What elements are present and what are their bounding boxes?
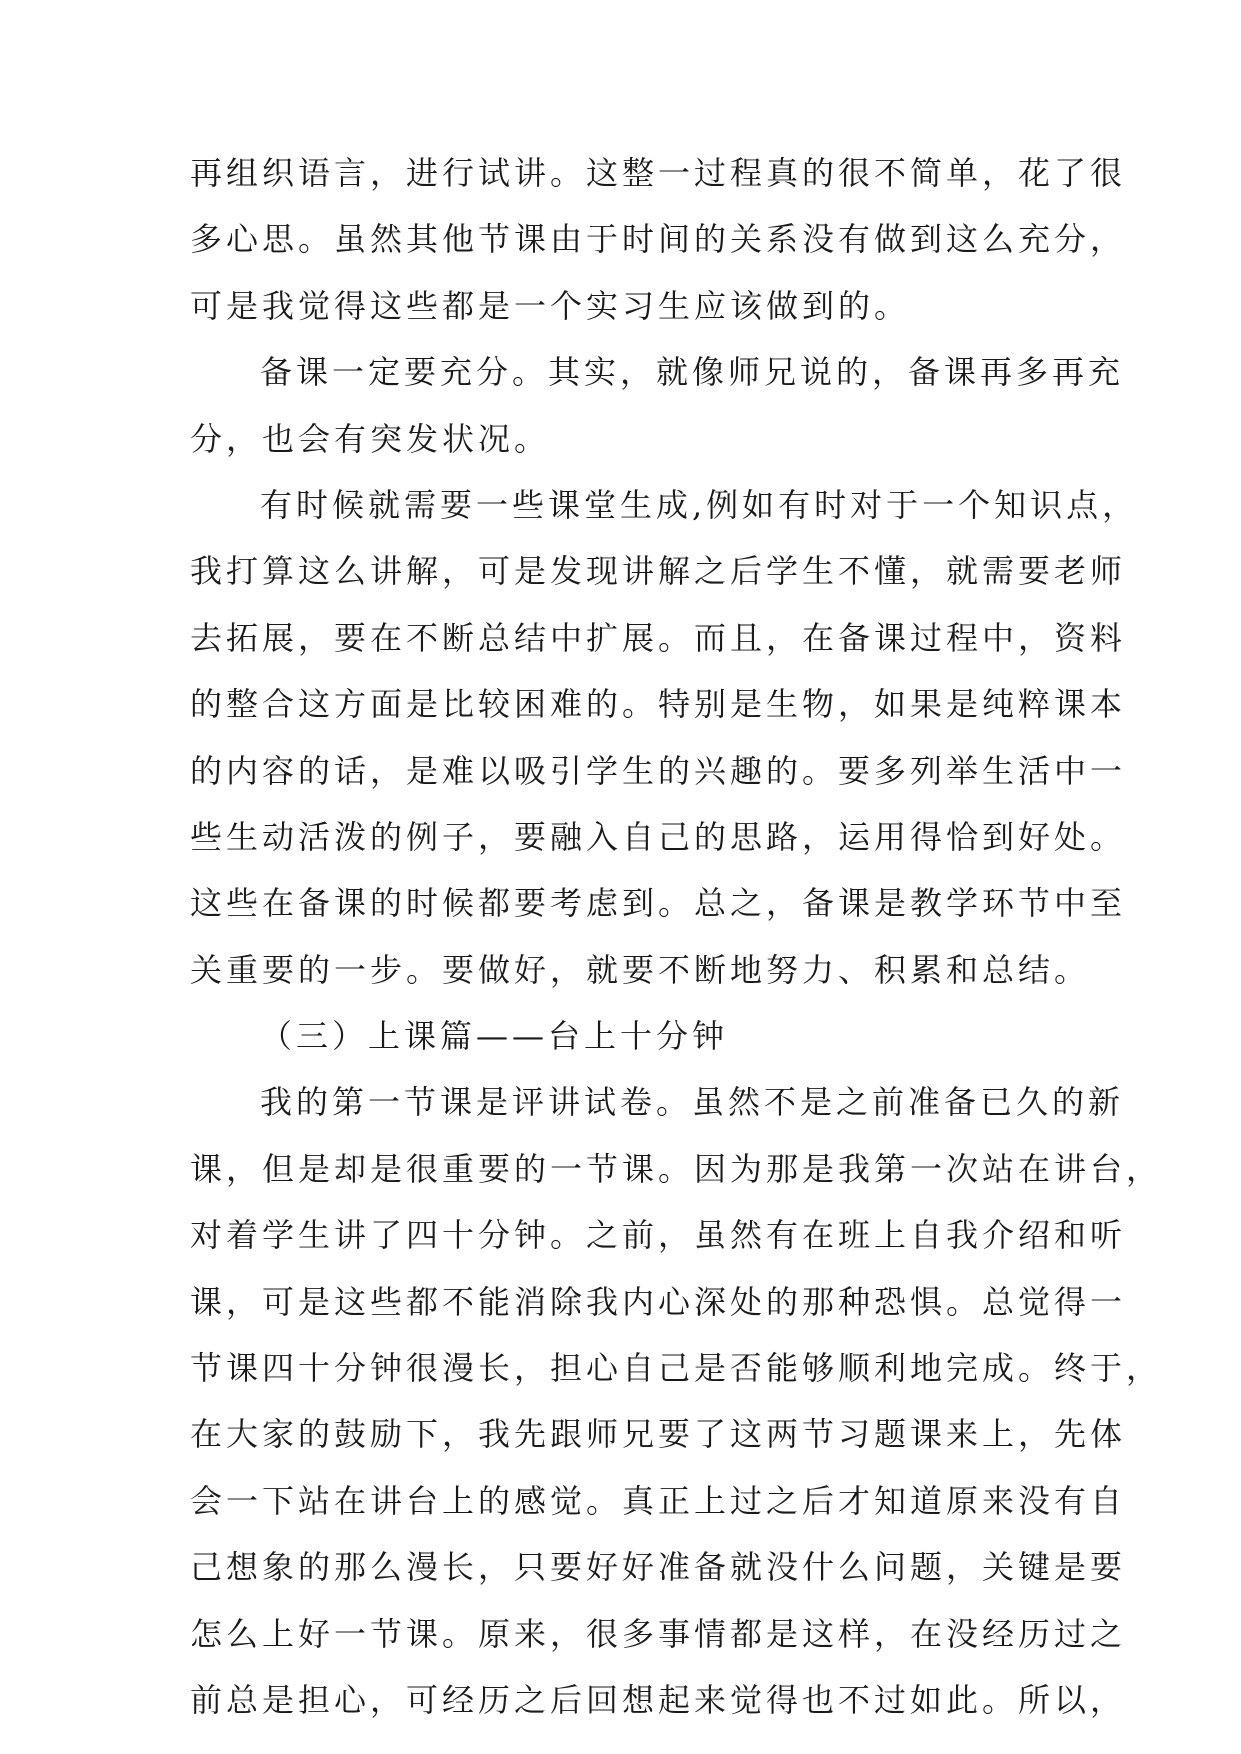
section-heading: （三）上课篇——台上十分钟	[260, 1017, 729, 1056]
text-line: 多心思。虽然其他节课由于时间的关系没有做到这么充分，	[190, 220, 1127, 259]
text-line: 节课四十分钟很漫长，担心自己是否能够顺利地完成。终于，	[190, 1349, 1163, 1388]
text-line: 备课一定要充分。其实，就像师兄说的，备课再多再充	[260, 353, 1125, 392]
text-line: 课，可是这些都不能消除我内心深处的那种恐惧。总觉得一	[190, 1282, 1127, 1321]
text-line: 这些在备课的时候都要考虑到。总之，备课是教学环节中至	[190, 884, 1127, 923]
text-line: 再组织语言，进行试讲。这整一过程真的很不简单，花了很	[190, 154, 1127, 192]
text-line: 些生动活泼的例子，要融入自己的思路，运用得恰到好处。	[190, 817, 1127, 856]
text-line: 在大家的鼓励下，我先跟师兄要了这两节习题课来上，先体	[190, 1415, 1127, 1454]
text-line: 关重要的一步。要做好，就要不断地努力、积累和总结。	[190, 950, 1091, 989]
text-line: 课，但是却是很重要的一节课。因为那是我第一次站在讲台，	[190, 1149, 1163, 1188]
text-line: 的内容的话，是难以吸引学生的兴趣的。要多列举生活中一	[190, 751, 1127, 790]
text-line: 可是我觉得这些都是一个实习生应该做到的。	[190, 286, 911, 325]
text-line: 对着学生讲了四十分钟。之前，虽然有在班上自我介绍和听	[190, 1216, 1127, 1255]
text-line: 的整合这方面是比较困难的。特别是生物，如果是纯粹课本	[190, 685, 1127, 724]
text-line: 己想象的那么漫长，只要好好准备就没什么问题，关键是要	[190, 1548, 1127, 1587]
text-line: 我打算这么讲解，可是发现讲解之后学生不懂，就需要老师	[190, 552, 1127, 591]
text-line: 会一下站在讲台上的感觉。真正上过之后才知道原来没有自	[190, 1481, 1127, 1520]
text-line: 分，也会有突发状况。	[190, 419, 551, 458]
document-body	[190, 153, 1163, 1746]
text-line: 怎么上好一节课。原来，很多事情都是这样，在没经历过之	[190, 1614, 1127, 1653]
text-line: 我的第一节课是评讲试卷。虽然不是之前准备已久的新	[260, 1083, 1125, 1122]
text-line: 前总是担心，可经历之后回想起来觉得也不过如此。所以，	[190, 1680, 1127, 1719]
text-line: 去拓展，要在不断总结中扩展。而且，在备课过程中，资料	[190, 618, 1127, 657]
text-line: 有时候就需要一些课堂生成,例如有时对于一个知识点，	[260, 485, 1139, 524]
